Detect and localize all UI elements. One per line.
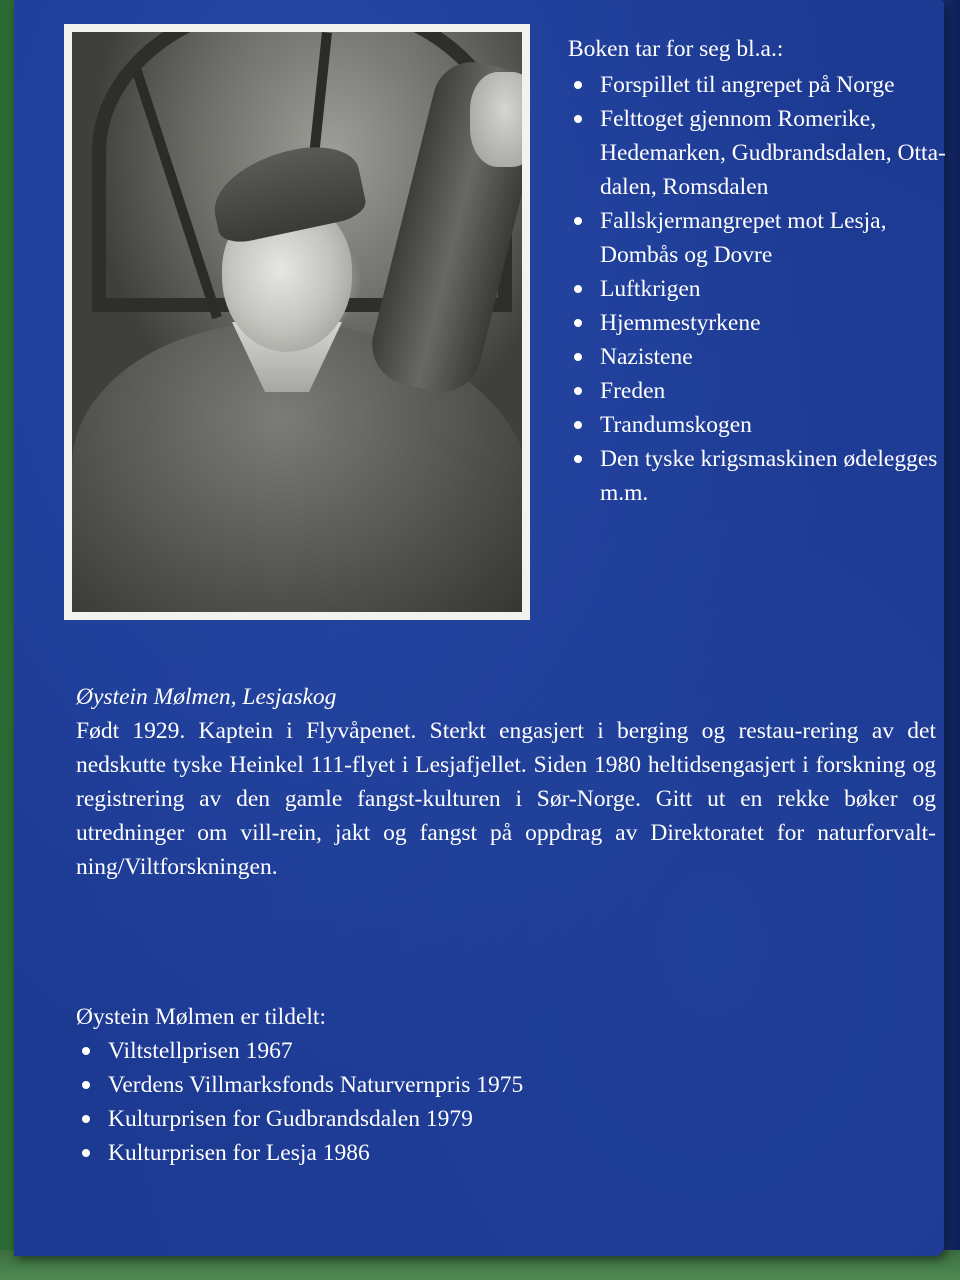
list-item: Kulturprisen for Lesja 1986 [76, 1136, 936, 1170]
book-topics [568, 32, 948, 510]
author-photo-frame [64, 24, 530, 620]
list-item: Felttoget gjennom Romerike, Hedemarken, Gudbrandsdalen, Otta-dalen, Romsdalen [568, 102, 948, 204]
author-bio [76, 680, 936, 884]
list-item: Hjemmestyrkene [568, 306, 948, 340]
bio-text: Født 1929. Kaptein i Flyvåpenet. Sterkt engasjert i berging og restau-rering av det nedskutte tyske Heinkel 111-flyet i Lesjafjellet. Siden 1980 heltidsengasjert i forskning og registrering av den gamle fangst-kulturen i Sør-Norge. Gitt ut en rekke bøker og utredninger om vill-rein, jakt og fangst på oppdrag av Direktoratet for naturforvalt-ning/Viltforskningen. [76, 718, 936, 880]
book-back-cover [14, 0, 944, 1256]
author-photo [72, 32, 522, 612]
list-item: Fallskjermangrepet mot Lesja, Dombås og Dovre [568, 204, 948, 272]
list-item: Trandumskogen [568, 408, 948, 442]
list-item: Freden [568, 374, 948, 408]
author-name: Øystein Mølmen, Lesjaskog [76, 684, 337, 710]
awards-list [76, 1034, 936, 1170]
list-item: Luftkrigen [568, 272, 948, 306]
list-item: Kulturprisen for Gudbrandsdalen 1979 [76, 1102, 936, 1136]
awards-heading: Øystein Mølmen er tildelt: [76, 1004, 326, 1030]
author-hand [470, 72, 522, 167]
list-item: Viltstellprisen 1967 [76, 1034, 936, 1068]
author-awards [76, 1000, 936, 1170]
list-item: Den tyske krigsmaskinen ødelegges m.m. [568, 442, 948, 510]
list-item: Nazistene [568, 340, 948, 374]
topics-heading: Boken tar for seg bl.a.: [568, 36, 784, 62]
list-item: Forspillet til angrepet på Norge [568, 68, 948, 102]
list-item: Verdens Villmarksfonds Naturvernpris 1975 [76, 1068, 936, 1102]
topics-list [568, 68, 948, 510]
